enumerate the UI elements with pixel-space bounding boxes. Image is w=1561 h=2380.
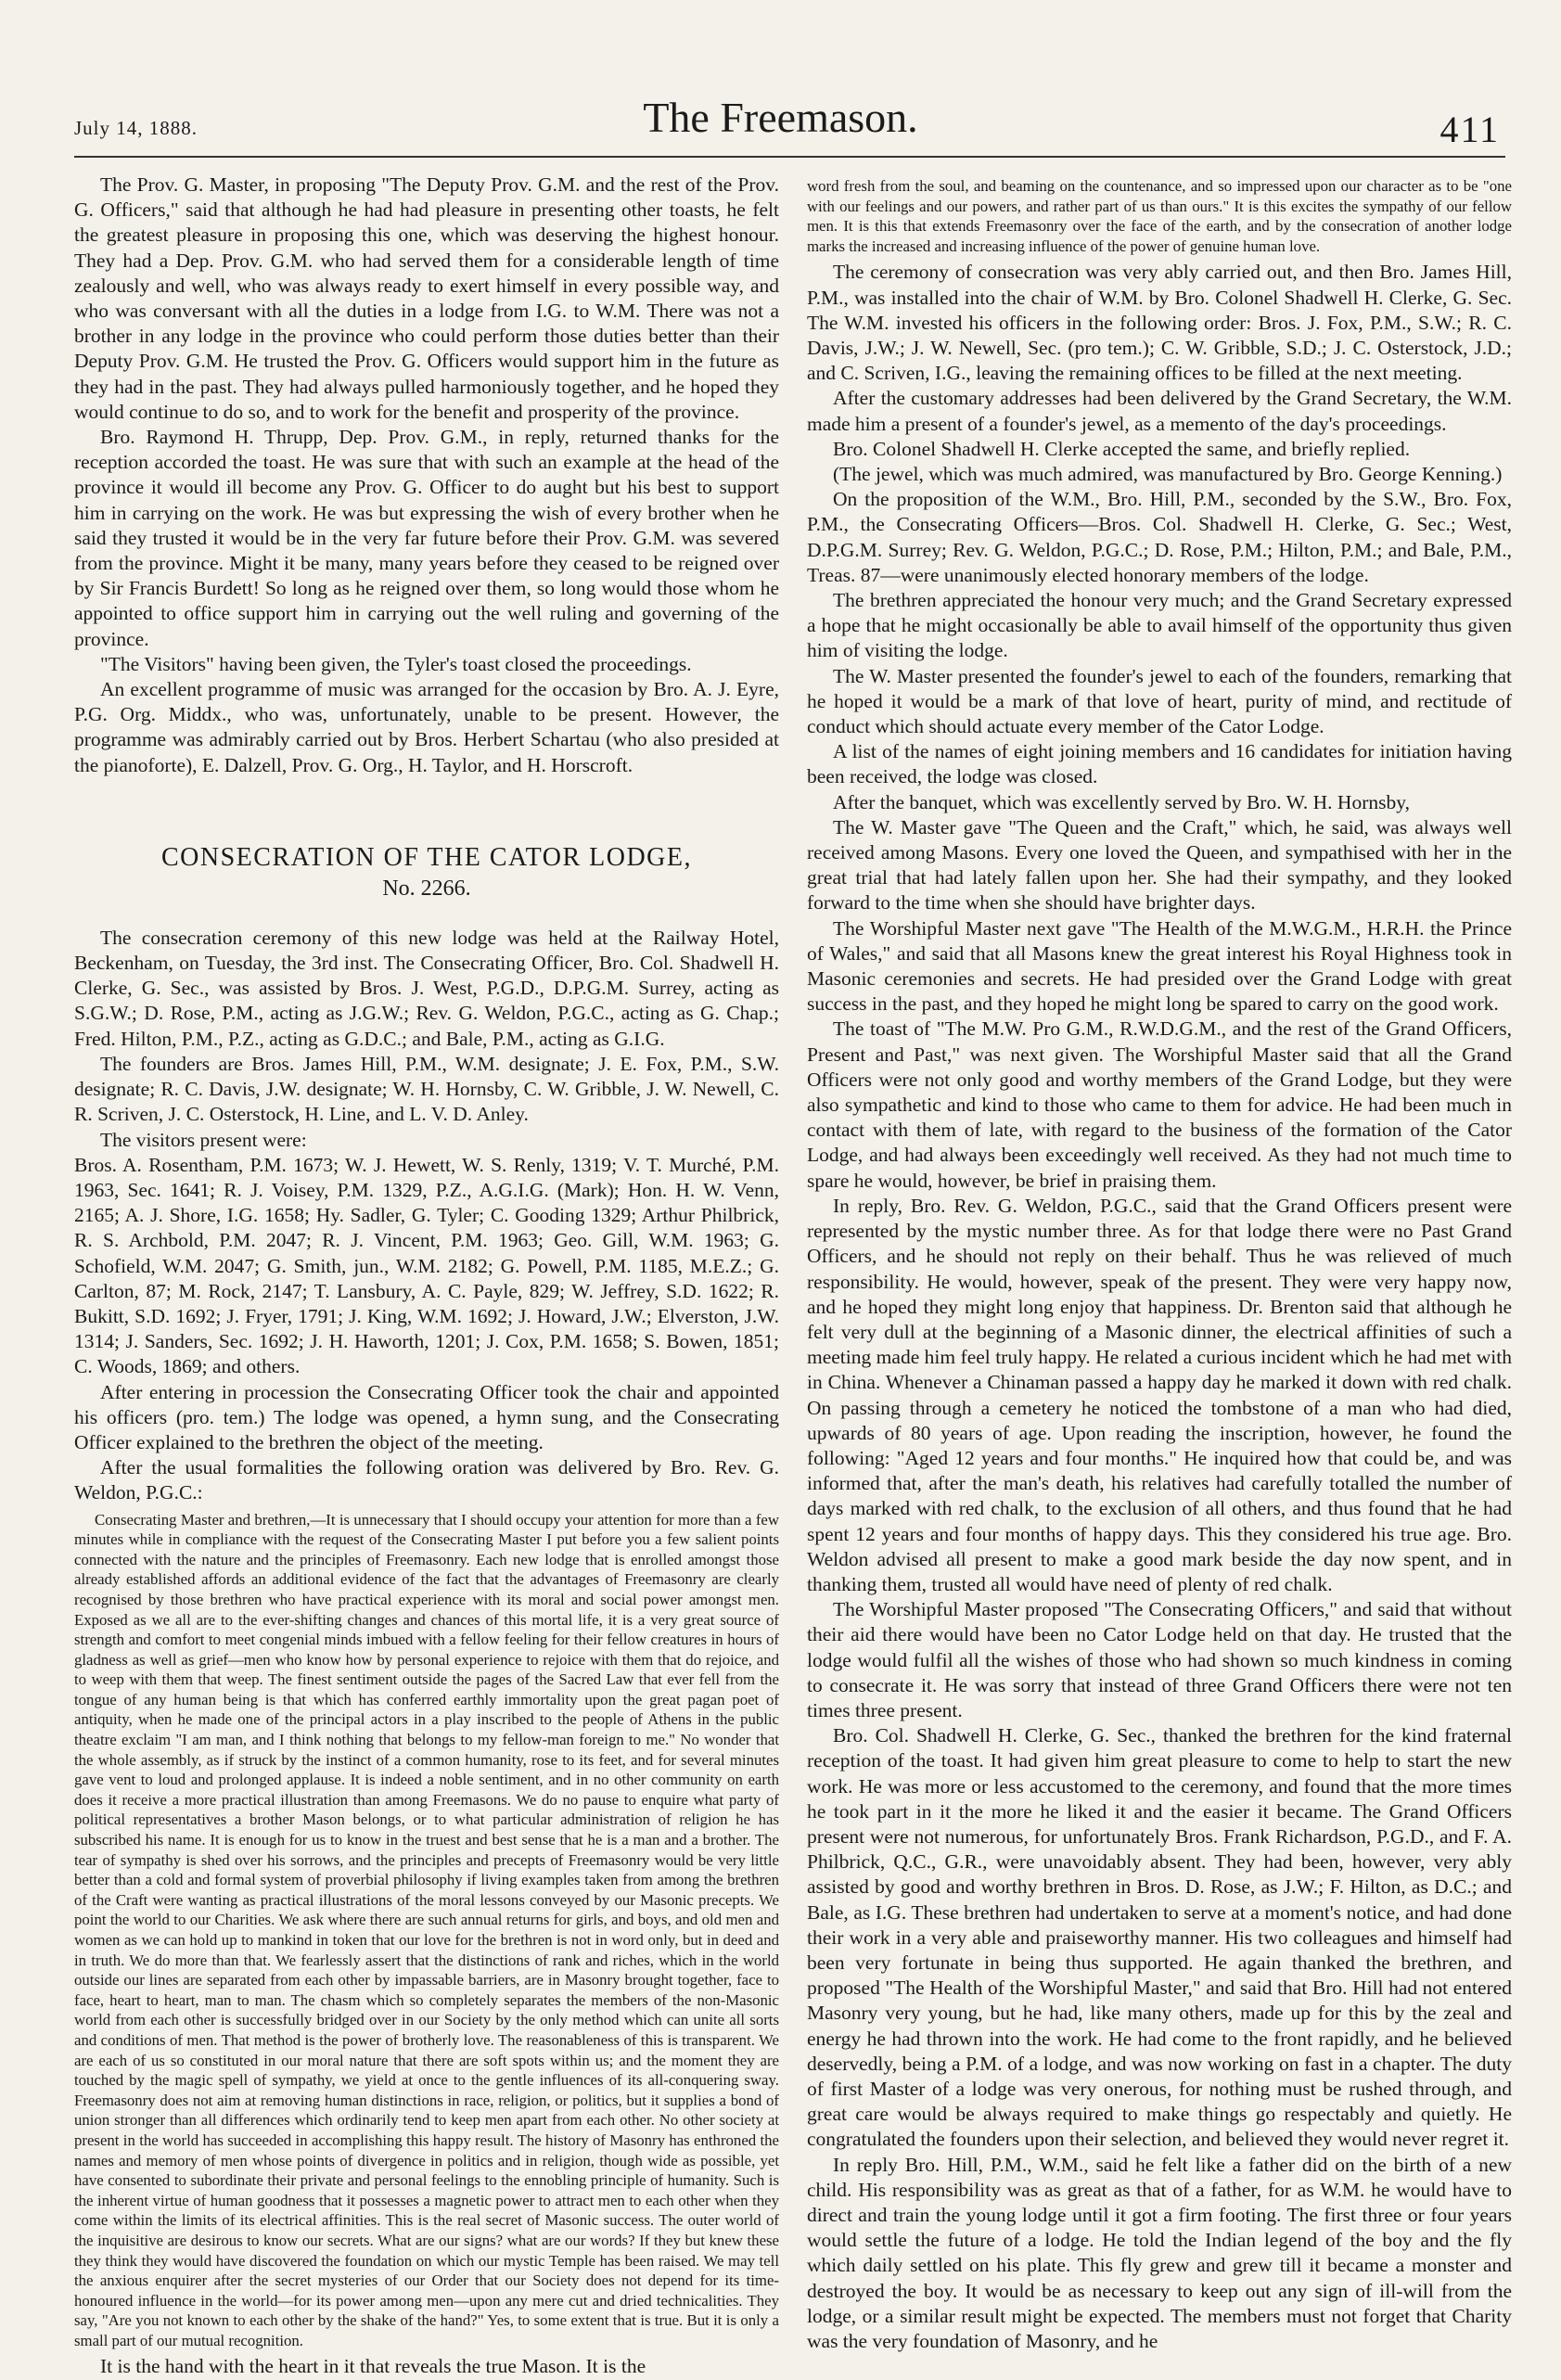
article-paragraph: Bro. Raymond H. Thrupp, Dep. Prov. G.M., in reply, returned thanks for the reception accorded the toast. He was sure that with such an example at the head of the province it would ill become any Prov. G. Officer to do aught but his best to support him in carrying on the work. He was but expressing the wish of every brother when he said they trusted it would be in the very far future before their Prov. G.M. was severed from the province. Might it be many, many years before they ceased to be reigned over by Sir Francis Burdett! So long as he reigned over them, so long would those whom he appointed to office support him in carrying out the well ruling and governing of the province. xyxy=(74,426,779,650)
article-paragraph: In reply, Bro. Rev. G. Weldon, P.G.C., said that the Grand Officers present were represented by the mystic number three. As for that lodge there were no Past Grand Officers, and he should not reply on their behalf. Thus he was relieved of much responsibility. He would, however, speak of the present. They were very happy now, and he hoped they might long enjoy that happiness. Dr. Brenton said that although he felt very dull at the beginning of a Masonic dinner, the electrical affinities of such a meeting made him feel truly happy. He related a curious incident which he had met with in China. Whenever a Chinaman passed a happy day he marked it down with red chalk. On passing through a cemetery he noticed the tombstone of a man who had died, upwards of 80 years of age. Upon reading the inscription, however, he found the following: "Aged 12 years and four months." He inquired how that could be, and was informed that, after the man's death, his relatives had carefully totalled the number of days marked with red chalk, to the exclusion of all others, and thus found that he had spent 12 years and four months of happy days. This they considered his true age. Bro. Weldon advised all present to make a good mark beside the day now spent, and in thanking them, trusted all would have need of plenty of red chalk. xyxy=(807,1194,1512,1595)
article-paragraph: The Worshipful Master proposed "The Consecrating Officers," and said that without their aid there would have been no Cator Lodge held on that day. He trusted that the lodge would fulfil all the wishes of those who had shown so much kindness in coming to consecrate it. He was sorry that instead of three Grand Officers there were not ten times three present. xyxy=(807,1598,1512,1721)
article-paragraph: "The Visitors" having been given, the Tyler's toast closed the proceedings. xyxy=(100,652,692,675)
article-paragraph: The Worshipful Master next gave "The Health of the M.W.G.M., H.R.H. the Prince of Wales," and said that all Masons knew the great interest his Royal Highness took in Masonic ceremonies and secrets. He had presided over the Grand Lodge with great success in the past, and they hoped he might long be spared to carry on the good work. xyxy=(807,916,1512,1016)
page-number: 411 xyxy=(1439,109,1500,150)
header-rule xyxy=(74,156,1505,158)
article-paragraph: After the customary addresses had been delivered by the Grand Secretary, the W.M. made him a present of a founder's jewel, as a memento of the day's proceedings. xyxy=(807,387,1512,435)
article-paragraph: Bro. Col. Shadwell H. Clerke, G. Sec., thanked the brethren for the kind fraternal reception of the toast. It had given him great pleasure to come to help to start the new work. He was more or less accustomed to the ceremony, and found that the more times he took part in it the more he liked it and the easier it became. The Grand Officers present were not numerous, for unfortunately Bros. Frank Richardson, P.G.D., and F. A. Philbrick, Q.C., G.R., were unavoidably absent. They had been, however, very ably assisted by good and worthy brethren in Bros. D. Rose, as J.W.; F. Hilton, as D.C.; and Bale, as I.G. These brethren had undertaken to serve at a moment's notice, and had done their work in a very able and praiseworthy manner. His two colleagues and himself had been very fortunate in being thus supported. He again thanked the brethren, and proposed "The Health of the Worshipful Master," and said that Bro. Hill had not entered Masonry very young, but he had, like many others, made up for this by the zeal and energy he had thrown into the work. He had come to the front rapidly, and he believed deservedly, being a P.M. of a lodge, and was now working on fast in a chapter. The duty of first Master of a lodge was very onerous, for nothing must be rushed through, and great care would be always required to make things go respectably and quietly. He congratulated the founders upon their selection, and believed they would never regret it. xyxy=(807,1724,1512,2151)
left-column xyxy=(74,173,779,2378)
article-paragraph: In reply Bro. Hill, P.M., W.M., said he felt like a father did on the birth of a new child. His responsibility was as great as that of a father, for as W.M. he would have to direct and train the young lodge until it got a firm footing. The first three or four years would settle the future of a lodge. He told the Indian legend of the boy and the fly which daily settled on his plate. This fly grew and grew till it became a monster and destroyed the boy. It would be as necessary to keep out any sign of ill-will from the lodge, or a similar result might be expected. The members must not forget that Charity was the very foundation of Masonry, and he xyxy=(807,2153,1512,2353)
article-paragraph: After entering in procession the Consecrating Officer took the chair and appointed his officers (pro. tem.) The lodge was opened, a hymn sung, and the Consecrating Officer explained to the brethren the object of the meeting. xyxy=(74,1380,779,1453)
article-paragraph: The visitors present were: xyxy=(100,1128,307,1151)
section-number: No. 2266. xyxy=(382,876,471,901)
article-paragraph: The founders are Bros. James Hill, P.M., W.M. designate; J. E. Fox, P.M., S.W. designate; R. C. Davis, J.W. designate; W. H. Hornsby, C. W. Gribble, J. W. Newell, C. R. Scriven, J. C. Osterstock, H. Line, and L. V. D. Anley. xyxy=(74,1052,779,1126)
right-column xyxy=(807,173,1512,2353)
article-paragraph: The W. Master gave "The Queen and the Craft," which, he said, was always well received among Masons. Every one loved the Queen, and sympathised with her in the great trial that had lately fallen upon her. She had their sympathy, and they looked forward to the time when she should have brighter days. xyxy=(807,815,1512,915)
article-paragraph: The Prov. G. Master, in proposing "The Deputy Prov. G.M. and the rest of the Prov. G. Officers," said that although he had had pleasure in presenting other toasts, he felt the greatest pleasure in proposing this one, which was deserving the highest honour. They had a Dep. Prov. G.M. who had served them for a considerable length of time zealously and well, who was always ready to exert himself in every possible way, and who was conversant with all the duties in a lodge from I.G. to W.M. There was not a brother in any lodge in the province who could perform those duties better than their Deputy Prov. G.M. He trusted the Prov. G. Officers would support him in the future as they had in the past. They had always pulled harmoniously together, and he hoped they would continue to do so, and to work for the benefit and prosperity of the province. xyxy=(74,173,779,423)
article-paragraph: The toast of "The M.W. Pro G.M., R.W.D.G.M., and the rest of the Grand Officers, Present and Past," was next given. The Worshipful Master said that all the Grand Officers were not only good and worthy members of the Grand Lodge, but they were also sympathetic and kind to those who came to them for advice. He had been much in contact with them of late, with regard to the business of the formation of the Cator Lodge, and had always been exceedingly well received. As they had not much time to spare he would, however, be brief in praising them. xyxy=(807,1017,1512,1192)
oration-continued-block xyxy=(807,176,1512,256)
masthead-title: The Freemason. xyxy=(643,94,918,141)
article-paragraph: Bro. Colonel Shadwell H. Clerke accepted the same, and briefly replied. xyxy=(833,437,1411,460)
oration-block xyxy=(74,1510,779,2351)
section-title: CONSECRATION OF THE CATOR LODGE, xyxy=(160,842,692,872)
oration-continued: word fresh from the soul, and beaming on the countenance, and so impressed upon our character as to be "one with our feelings and our powers, and rather part of us than ours." It is this excites the sympathy of our fellow men. It is this that extends Freemasonry over the face of the earth, and by the consecration of another lodge marks the increased and increasing influence of the power of genuine human love. xyxy=(807,177,1512,255)
article-paragraph: An excellent programme of music was arranged for the occasion by Bro. A. J. Eyre, P.G. Org. Middx., who was, unfortunately, unable to be present. However, the programme was admirably carried out by Bros. Herbert Schartau (who also presided at the pianoforte), E. Dalzell, Prov. G. Org., H. Taylor, and H. Horscroft. xyxy=(74,678,779,776)
article-paragraph: The ceremony of consecration was very ably carried out, and then Bro. James Hill, P.M., was installed into the chair of W.M. by Bro. Colonel Shadwell H. Clerke, G. Sec. The W.M. invested his officers in the following order: Bros. J. Fox, P.M., S.W.; R. C. Davis, J.W.; J. W. Newell, Sec. (pro tem.); C. W. Gribble, S.D.; J. C. Osterstock, J.D.; and C. Scriven, I.G., leaving the remaining offices to be filled at the next meeting. xyxy=(807,261,1512,385)
article-paragraph: After the usual formalities the following oration was delivered by Bro. Rev. G. Weldon, P.G.C.: xyxy=(74,1456,779,1504)
issue-date: July 14, 1888. xyxy=(74,117,198,139)
article-paragraph: A list of the names of eight joining members and 16 candidates for initiation having been received, the lodge was closed. xyxy=(807,740,1512,788)
article-paragraph: On the proposition of the W.M., Bro. Hill, P.M., seconded by the S.W., Bro. Fox, P.M., the Consecrating Officers—Bros. Col. Shadwell H. Clerke, G. Sec.; West, D.P.G.M. Surrey; Rev. G. Weldon, P.G.C.; D. Rose, P.M.; Hilton, P.M.; and Bale, P.M., Treas. 87—were unanimously elected honorary members of the lodge. xyxy=(807,488,1512,586)
article-paragraph: The W. Master presented the founder's jewel to each of the founders, remarking that he hoped it would be a mark of that love of heart, purity of mind, and rectitude of conduct which should actuate every member of the Cator Lodge. xyxy=(807,664,1512,738)
page-header xyxy=(0,0,1561,167)
article-paragraph: The consecration ceremony of this new lodge was held at the Railway Hotel, Beckenham, on Tuesday, the 3rd inst. The Consecrating Officer, Bro. Col. Shadwell H. Clerke, G. Sec., was assisted by Bros. J. West, P.G.D., D.P.G.M. Surrey, acting as S.G.W.; D. Rose, P.M., acting as J.G.W.; Rev. G. Weldon, P.G.C., acting as G. Chap.; Fred. Hilton, P.M., P.Z., acting as G.D.C.; and Bale, P.M., acting as G.I.G. xyxy=(74,926,779,1050)
article-paragraph: (The jewel, which was much admired, was manufactured by Bro. George Kenning.) xyxy=(833,463,1503,485)
article-paragraph-last: It is the hand with the heart in it that reveals the true Mason. It is the xyxy=(100,2355,646,2378)
article-paragraph: After the banquet, which was excellently served by Bro. W. H. Hornsby, xyxy=(833,790,1410,813)
article-paragraph: The brethren appreciated the honour very much; and the Grand Secretary expressed a hope that he might occasionally be able to avail himself of the opportunity thus given him of visiting the lodge. xyxy=(807,589,1512,662)
visitors-list: Bros. A. Rosentham, P.M. 1673; W. J. Hewett, W. S. Renly, 1319; V. T. Murché, P.M. 1963, Sec. 1641; R. J. Voisey, P.M. 1329, P.Z., A.G.I.G. (Mark); Hon. H. W. Venn, 2165; A. J. Shore, I.G. 1658; Hy. Sadler, G. Tyler; C. Gooding 1329; Arthur Philbrick, R. S. Archbold, P.M. 2047; R. J. Vincent, P.M. 1963; Geo. Gill, W.M. 1963; G. Schofield, W.M. 2047; G. Smith, jun., W.M. 2182; G. Powell, P.M. 1185, M.E.Z.; G. Carlton, 87; M. Rock, 2147; T. Lansbury, A. C. Payle, 829; W. Jeffrey, S.D. 1622; R. Bukitt, S.D. 1692; J. Fryer, 1791; J. King, W.M. 1692; J. Howard, J.W.; Elverston, J.W. 1314; J. Sanders, Sec. 1692; J. H. Haworth, 1201; J. Cox, P.M. 1658; S. Bowen, 1851; C. Woods, 1869; and others. xyxy=(74,1153,779,1378)
oration-text: Consecrating Master and brethren,—It is unnecessary that I should occupy your attention for more than a few minutes while in compliance with the request of the Consecrating Master I put before you a few salient points connected with the nature and the principles of Freemasonry. Each new lodge that is enrolled amongst those already established affords an additional evidence of the fact that the advantages of Freemasonry are clearly recognised by those brethren who have practical experience with its moral and social power amongst men. Exposed as we all are to the ever-shifting changes and chances of this mortal life, it is a very great source of strength and comfort to meet congenial minds imbued with a fellow feeling for their fellow creatures in hours of gladness as well as grief—men who know how by personal experience to rejoice with them that do rejoice, and to weep with them that weep. The finest sentiment outside the pages of the Sacred Law that ever fell from the tongue of any human being is that which has conferred earthly immortality upon the great pagan poet of antiquity, when he made one of the principal actors in a play inscribed to the people of Athens in the public theatre exclaim "I am man, and I think nothing that belongs to my fellow-man foreign to me." No wonder that the whole assembly, as if struck by the instinct of a common humanity, rose to its feet, and for several minutes gave vent to loud and prolonged applause. It is indeed a noble sentiment, and in no other community on earth does it receive a more practical illustration than among Freemasons. We do no pause to enquire what party of political representatives a brother Mason belongs, or to what particular administration of religion he has subscribed his name. It is enough for us to know in the truest and best sense that he is a man and a brother. The tear of sympathy is shed over his sorrows, and the principles and precepts of Freemasonry would be very little better than a cold and formal system of proverbial philosophy if living examples taken from among the brethren of the Craft were wanting as practical illustrations of the moral lessons conveyed by our Masonic precepts. We point the world to our Charities. We ask where there are such annual returns for girls, and boys, and old men and women as we can hold up to mankind in token that our love for the brethren is not in word only, but in deed and in truth. We do more than that. We fearlessly assert that the distinctions of rank and riches, which in the world outside our lines are separated from each other by impassable barriers, are in Masonry brought together, face to face, heart to heart, man to man. The chasm which so completely separates the members of the non-Masonic world from each other is successfully bridged over in our Society by the only method which can unite all sorts and conditions of men. That method is the power of brotherly love. The reasonableness of this is transparent. We are each of us so constituted in our moral nature that there are soft spots within us; and the moment they are touched by the magic spell of sympathy, we yield at once to the gentle influences of its all-conquering sway. Freemasonry does not aim at removing human distinctions in race, religion, or politics, but it supplies a bond of union stronger than all differences which ordinarily tend to keep men apart from each other. No other society at present in the world has succeeded in accomplishing this happy result. The history of Masonry has enthroned the names and memory of men whose points of divergence in politics and in religion, though wide as possible, yet have consented to subordinate their private and personal feelings to the ennobling principle of humanity. Such is the inherent virtue of human goodness that it possesses a magnetic power to attract men to each other when they come within the limits of its electrical affinities. This is the real secret of Masonic success. The outer world of the inquisitive are desirous to know our secrets. What are our signs? what are our words? If they but knew these they think they would have discovered the foundation on which our mystic Temple has been raised. We may tell the anxious enquirer after the secret mysteries of our Order that our Society does not depend for its time-honoured influence in the world—for its power among men—upon any mere cut and dried technicalities. They say, "Are you not known to each other by the shake of the hand?" Yes, to some extent that is true. But it is only a small part of our mutual recognition. xyxy=(74,1510,779,2349)
